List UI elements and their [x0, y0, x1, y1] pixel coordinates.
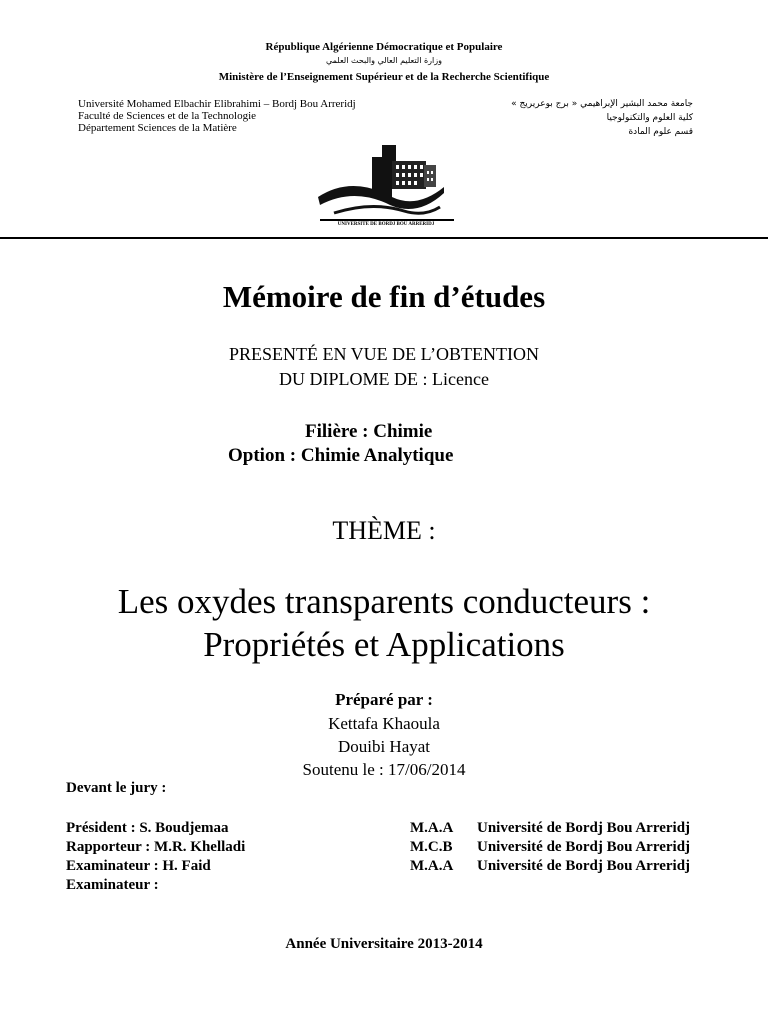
ministry-heading: Ministère de l’Enseignement Supérieur et de la Recherche Scientifique: [218, 71, 550, 83]
jury-member-rapporteur: [66, 839, 746, 857]
university-info-left: [78, 98, 356, 134]
theme-title-line-1: Les oxydes transparents conducteurs :: [117, 582, 651, 621]
republic-heading: République Algérienne Démocratique et Populaire: [265, 41, 503, 53]
page-title: Mémoire de fin d’études: [222, 279, 546, 314]
jury-university: Université de Bordj Bou Arreridj: [477, 820, 691, 836]
department-name-arabic: قسم علوم المادة: [628, 127, 693, 137]
theme-title-line-2: Propriétés et Applications: [203, 625, 565, 664]
university-name: Université Mohamed Elbachir Elibrahimi – Bordj Bou Arreridj: [78, 98, 356, 110]
jury-role: Examinateur :: [66, 877, 159, 893]
author-1: Kettafa Khaoula: [328, 714, 440, 733]
university-logo: [312, 135, 460, 235]
jury-member-president: [66, 820, 746, 838]
jury-member-examinateur-2: [66, 877, 746, 895]
jury-role: Rapporteur : M.R. Khelladi: [66, 839, 246, 855]
ministry-arabic: وزارة التعليم العالي والبحث العلمي: [326, 56, 442, 65]
academic-year: Année Universitaire 2013-2014: [285, 936, 483, 952]
jury-grade: M.C.B: [410, 839, 453, 855]
faculty-name-arabic: كلية العلوم والتكنولوجيا: [606, 113, 693, 123]
university-info-right-arabic: [511, 97, 693, 139]
jury-university: Université de Bordj Bou Arreridj: [477, 839, 691, 855]
presented-line-2: DU DIPLOME DE : Licence: [279, 369, 489, 389]
jury-member-examinateur-1: [66, 858, 746, 876]
logo-caption: UNIVERSITE DE BORDJ BOU ARRERIDJ: [337, 222, 435, 227]
header-divider: [0, 237, 768, 239]
theme-label: THÈME :: [332, 516, 436, 545]
presented-line-1: PRESENTÉ EN VUE DE L’OBTENTION: [229, 344, 539, 364]
jury-label: Devant le jury :: [66, 780, 167, 796]
defense-date: Soutenu le : 17/06/2014: [302, 760, 466, 779]
university-name-arabic: جامعة محمد البشير الإبراهيمي « برج بوعريريج »: [511, 99, 693, 109]
prepared-by-label: Préparé par :: [335, 690, 433, 709]
jury-role: Examinateur : H. Faid: [66, 858, 211, 874]
jury-grade: M.A.A: [410, 858, 454, 874]
author-2: Douibi Hayat: [337, 737, 431, 756]
jury-role: Président : S. Boudjemaa: [66, 820, 229, 836]
jury-university: Université de Bordj Bou Arreridj: [477, 858, 691, 874]
filiere-label: Filière : Chimie: [305, 421, 433, 442]
university-logo-graphic: [312, 135, 460, 235]
option-label: Option : Chimie Analytique: [228, 445, 454, 466]
department-name: Département Sciences de la Matière: [78, 122, 237, 134]
jury-grade: M.A.A: [410, 820, 454, 836]
faculty-name: Faculté de Sciences et de la Technologie: [78, 110, 257, 122]
